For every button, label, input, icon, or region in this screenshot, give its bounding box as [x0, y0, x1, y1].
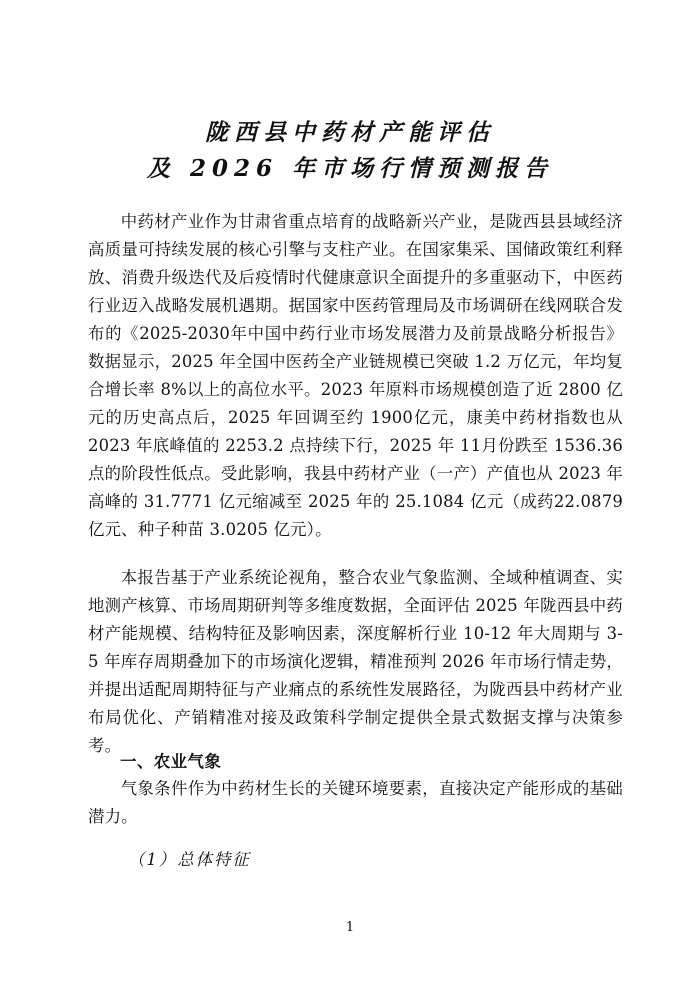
intro-paragraph-1 [88, 208, 623, 544]
paragraph-text: 气象条件作为中药材生长的关键环境要素，直接决定产能形成的基础潜力。 [88, 779, 623, 826]
paragraph-text: 中药材产业作为甘肃省重点培育的战略新兴产业，是陇西县县域经济高质量可持续发展的核心引擎与支柱产业。在国家集采、国储政策红利释放、消费升级迭代及后疫情时代健康意识全面提升的多重驱动下，中医药行业迈入战略发展机遇期。据国家中医药管理局及市场调研在线网联合发布的《2025-2030年中国中药行业市场发展潜力及前景战略分析报告》数据显示，2025 年全国中医药全产业链规模已突破 1.2 万亿元，年均复合增长率 8%以上的高位水平。2023 年原料市场规模创造了近 2800 亿元的历史高点后，2025 年回调至约 1900亿元，康美中药材指数也从 2023 年底峰值的 2253.2 点持续下行，2025 年 11月份跌至 1536.36 点的阶段性低点。受此影响，我县中药材产业（一产）产值也从 2023 年高峰的 31.7771 亿元缩减至 2025 年的 25.1084 亿元（成药22.0879 亿元、种子种苗 3.0205 亿元）。 [88, 212, 623, 539]
intro-paragraph-2 [88, 564, 623, 760]
section-heading-agro-meteorology: 一、农业气象 [120, 752, 222, 771]
page-number: 1 [345, 920, 355, 935]
subsection-heading-overall-features: （1）总体特征 [128, 850, 251, 869]
report-title-line-2: 及 2026 年市场行情预测报告 [146, 155, 554, 182]
paragraph-text: 本报告基于产业系统论视角，整合农业气象监测、全域种植调查、实地测产核算、市场周期研判等多维度数据，全面评估 2025 年陇西县中药材产能规模、结构特征及影响因素，深度解析行业 10-12 年大周期与 3-5 年库存周期叠加下的市场演化逻辑，精准预判 2026 年市场行情走势，并提出适配周期特征与产业痛点的系统性发展路径，为陇西县中药材产业布局优化、产销精准对接及政策科学制定提供全景式数据支撑与决策参考。 [88, 568, 623, 755]
report-title-line-1: 陇西县中药材产能评估 [205, 119, 495, 146]
section-intro-paragraph [88, 775, 623, 831]
